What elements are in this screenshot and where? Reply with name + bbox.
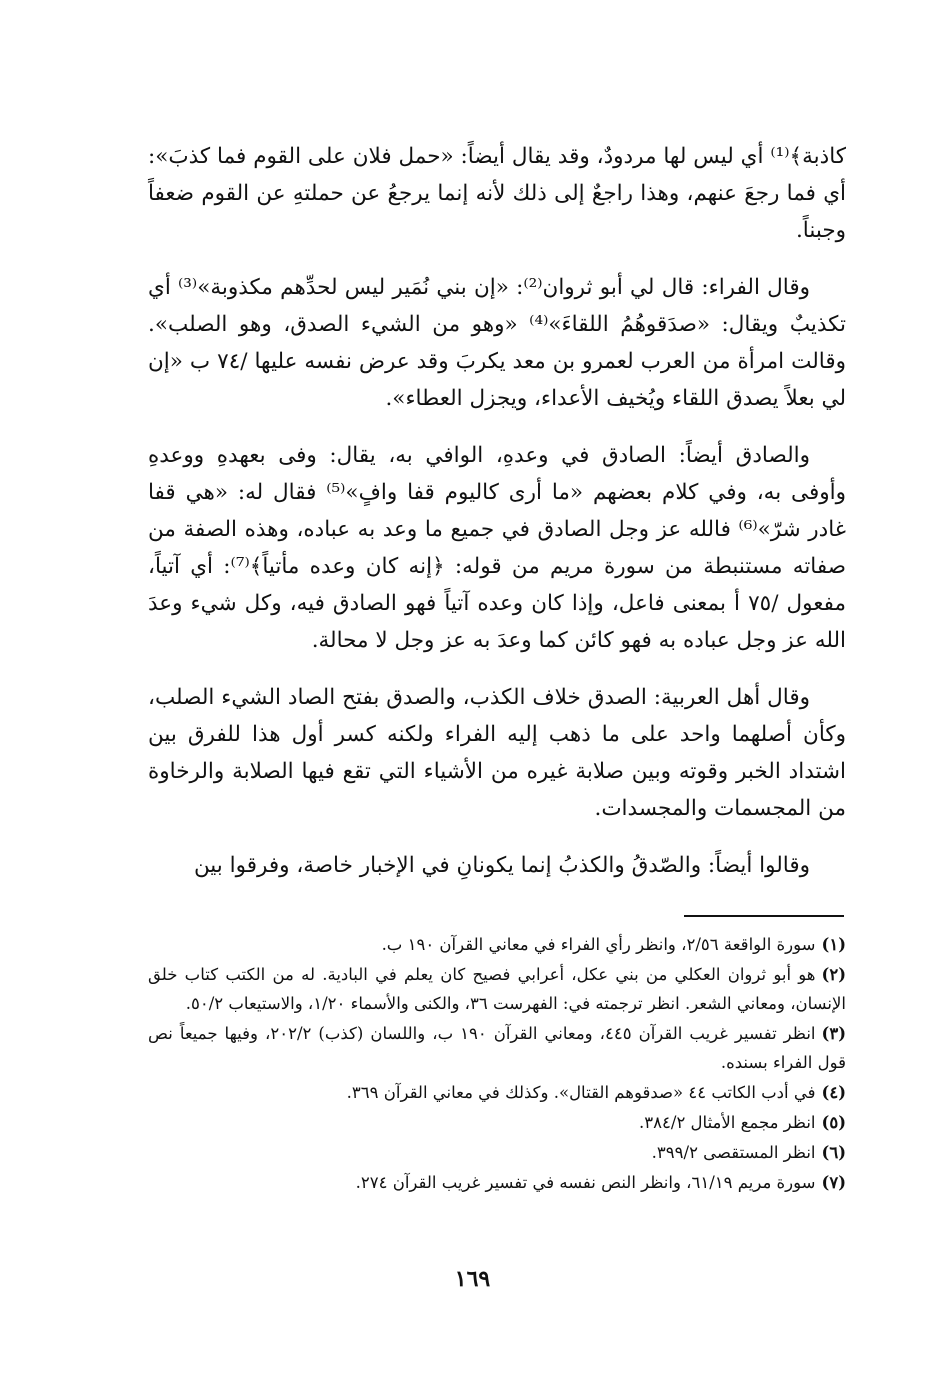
footnote-marker: (٤) <box>821 1083 846 1102</box>
footnote-text: انظر المستقصى ٣٩٩/٢. <box>651 1143 816 1162</box>
footnote-marker: (٣) <box>821 1024 847 1043</box>
main-text <box>148 138 846 904</box>
footnote-marker: (٦) <box>821 1143 846 1162</box>
paragraph-4: وقال أهل العربية: الصدق خلاف الكذب، والصدق بفتح الصاد الشيء الصلب، وكأن أصلهما واحد على ما ذهب إليه الفراء ولكنه كسر أول هذا للفرق بين اشتداد الخبر وقوته وبين صلابة غيره من الأشياء التي تقع فيها الصلابة والرخاوة من المجسمات والمجسدات. <box>148 685 846 821</box>
paragraph-5: وقالوا أيضاً: والصّدقُ والكذبُ إنما يكونانِ في الإخبار خاصة، وفرقوا بين <box>193 853 810 878</box>
footnote <box>148 1108 846 1137</box>
footnote <box>148 930 846 959</box>
footnote-text: سورة مريم ٦١/١٩، وانظر النص نفسه في تفسير غريب القرآن ٢٧٤. <box>355 1173 816 1192</box>
paragraph-2: وقال الفراء: قال لي أبو ثروان⁽²⁾: «إن بني نُمَير ليس لحدِّهم مكذوبة»⁽³⁾ أي تكذيبٌ ويقال: «صدَقوهُمُ اللقاءَ»⁽⁴⁾ «وهو من الشيء الصدق، وهو الصلب». وقالت امرأة من العرب لعمرو بن معد يكربَ وقد عرض نفسه عليها /٧٤ ب «إن لي بعلاً يصدق اللقاء ويُخيف الأعداء، ويجزل العطاء». <box>148 275 846 411</box>
footnote <box>148 960 846 1018</box>
footnote-text: في أدب الكاتب ٤٤ «صدقوهم القتال». وكذلك في معاني القرآن ٣٦٩. <box>346 1083 816 1102</box>
footnote-marker: (١) <box>821 935 846 954</box>
footnote-marker: (٢) <box>821 965 846 984</box>
footnote <box>148 1168 846 1197</box>
footnote-text: سورة الواقعة ٢/٥٦، وانظر رأي الفراء في معاني القرآن ١٩٠ ب. <box>381 935 816 954</box>
footnote <box>148 1019 846 1077</box>
paragraph-3: والصادق أيضاً: الصادق في وعدهِ، الوافي به، يقال: وفى بعهدهِ ووعدهِ وأوفى به، وفي كلام بعضهم «ما أرى كاليوم قفا وافٍ»⁽⁵⁾ فقال له: «هي قفا غادر شرّ»⁽⁶⁾ فالله عز وجل الصادق في جميع ما وعد به عباده، وهذه الصفة من صفاته مستنبطة من سورة مريم من قوله: ﴿إنه كان وعده مأتياً﴾⁽⁷⁾: أي آتياً، مفعول /٧٥ أ بمعنى فاعل، وإذا كان وعده آتياً فهو الصادق فيه، وكل شيء وعدَ الله عز وجل عباده به فهو كائن كما وعدَ به عز وجل لا محالة. <box>148 443 846 653</box>
page-number: ١٦٩ <box>454 1266 491 1292</box>
footnote <box>148 1138 846 1167</box>
footnote-text: هو أبو ثروان العكلي من بني عكل، أعرابي فصيح كان يعلم في البادية. له من الكتب كتاب خلق الإنسان، ومعاني الشعر. انظر ترجمته في: الفهرست ٣٦، والكنى والأسماء ١/٢٠، والاستيعاب ٥٠/٢. <box>148 965 846 1013</box>
footnote-text: انظر مجمع الأمثال ٣٨٤/٢. <box>639 1113 816 1132</box>
footnote <box>148 1078 846 1107</box>
footnotes <box>148 930 846 1198</box>
footnote-separator <box>684 915 844 917</box>
paragraph-1: كاذبة﴾⁽¹⁾ أي ليس لها مردودٌ، وقد يقال أيضاً: «حمل فلان على القوم فما كذبَ»: أي فما رجعَ عنهم، وهذا راجعٌ إلى ذلك لأنه إنما يرجعُ عن حملتهِ عن القوم ضعفاً وجبناً. <box>148 144 846 243</box>
footnote-text: انظر تفسير غريب القرآن ٤٤٥، ومعاني القرآن ١٩٠ ب، واللسان (كذب) ٢٠٢/٢، وفيها جميعاً نص قول الفراء بسنده. <box>148 1024 846 1072</box>
footnote-marker: (٥) <box>821 1113 846 1132</box>
footnote-marker: (٧) <box>821 1173 846 1192</box>
